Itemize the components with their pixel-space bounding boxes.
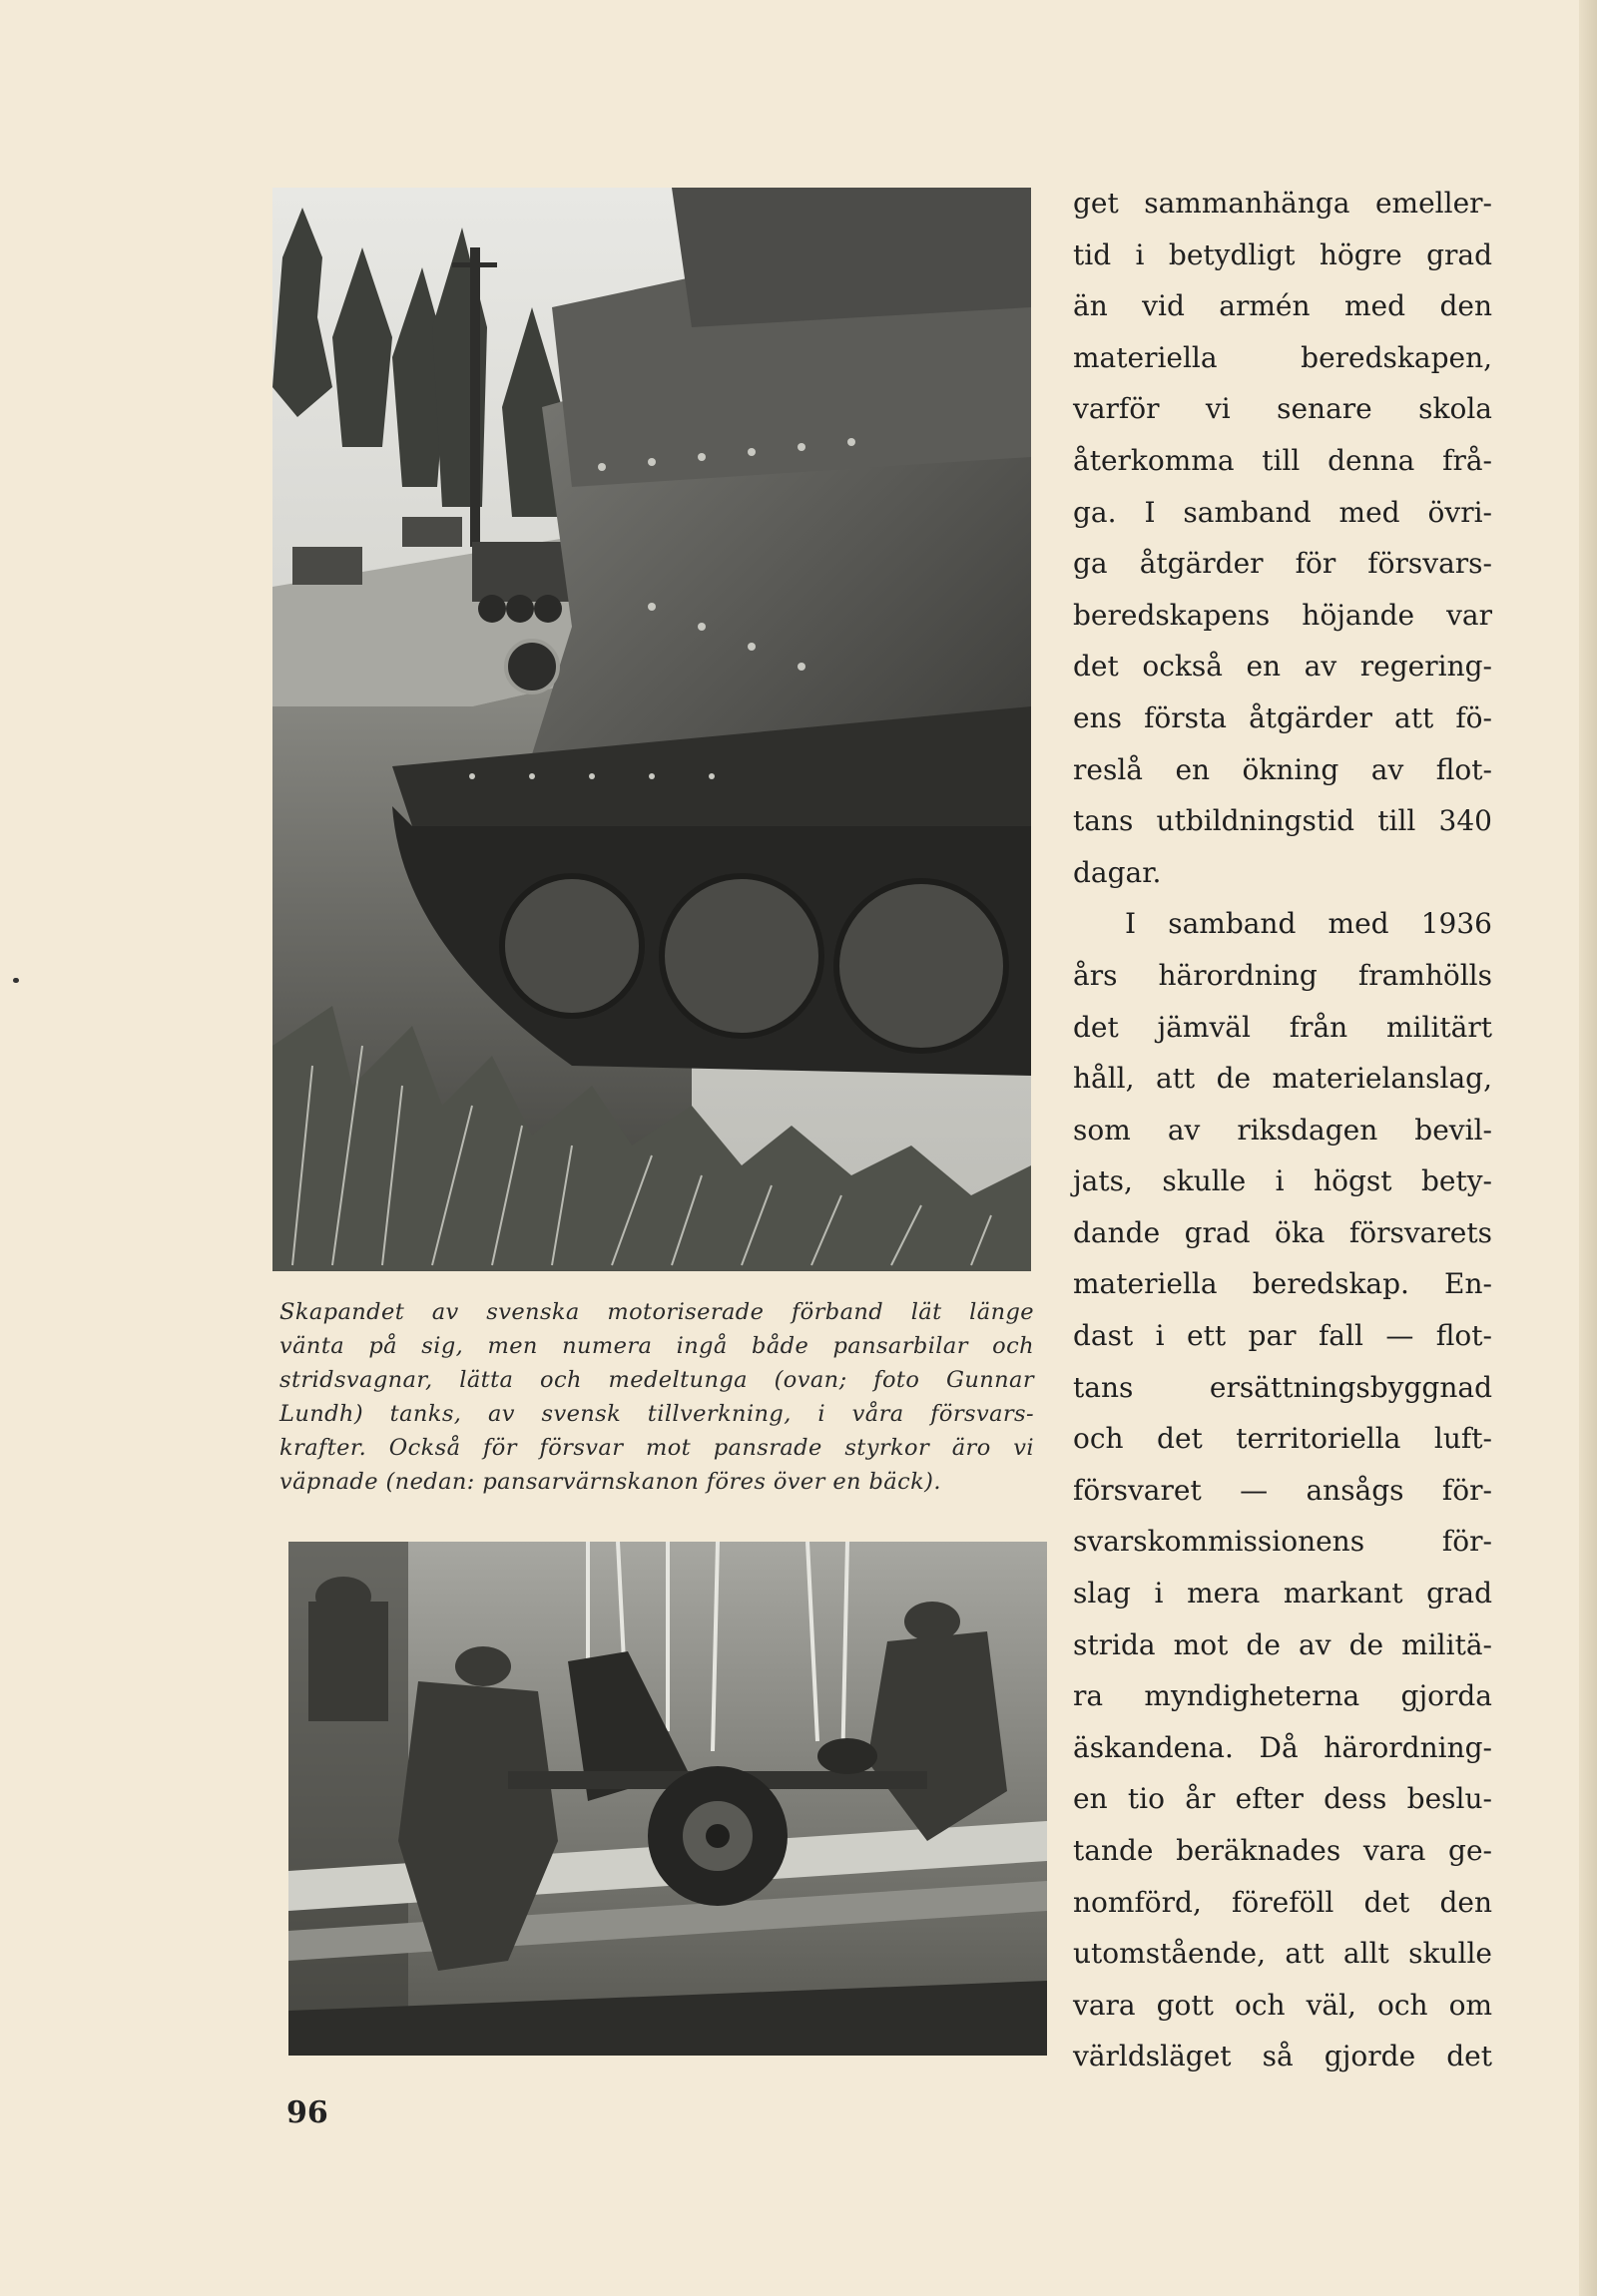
caption-line: vänta på sig, men numera ingå både pansarbilar och <box>279 1333 1034 1359</box>
body-line: materiella beredskap. En- <box>1073 1267 1492 1301</box>
body-line: I samband med 1936 <box>1125 907 1492 941</box>
body-line: tid i betydligt högre grad <box>1073 237 1492 271</box>
body-line: jats, skulle i högst bety- <box>1073 1164 1492 1198</box>
caption-line: Lundh) tanks, av svensk tillverkning, i våra försvars- <box>279 1401 1034 1427</box>
body-line: nomförd, föreföll det den <box>1073 1885 1492 1919</box>
body-line: reslå en ökning av flot- <box>1073 752 1492 786</box>
body-line: utomstående, att allt skulle <box>1073 1937 1492 1971</box>
body-line: varför vi senare skola <box>1073 392 1492 426</box>
body-line: håll, att de materielanslag, <box>1073 1062 1492 1096</box>
body-line: strida mot de av de militä- <box>1073 1627 1492 1661</box>
body-line: och det territoriella luft- <box>1073 1422 1492 1456</box>
body-line: dast i ett par fall — flot- <box>1073 1319 1492 1353</box>
body-line: som av riksdagen bevil- <box>1073 1113 1492 1147</box>
body-line: tande beräknades vara ge- <box>1073 1834 1492 1867</box>
body-line: ens första åtgärder att fö- <box>1073 700 1492 734</box>
anti-tank-gun-photo-icon <box>288 1542 1047 2056</box>
body-line: ra myndigheterna gjorda <box>1073 1679 1492 1713</box>
body-line: försvaret — ansågs för- <box>1073 1473 1492 1507</box>
body-line: en tio år efter dess beslu- <box>1073 1782 1492 1816</box>
body-line: äskandena. Då härordning- <box>1073 1730 1492 1764</box>
caption-line: krafter. Också för försvar mot pansrade styrkor äro vi <box>279 1435 1034 1461</box>
body-line: ga åtgärder för försvars- <box>1073 547 1492 581</box>
body-line: get sammanhänga emeller- <box>1073 187 1492 220</box>
body-line: det jämväl från militärt <box>1073 1010 1492 1044</box>
anti-tank-gun-photo <box>288 1542 1047 2056</box>
photo-caption <box>279 1295 1034 1499</box>
body-line: återkomma till denna frå- <box>1073 443 1492 477</box>
body-line: materiella beredskapen, <box>1073 340 1492 374</box>
body-line: svarskommissionens för- <box>1073 1525 1492 1559</box>
body-line: vara gott och väl, och om <box>1073 1988 1492 2022</box>
body-line: än vid armén med den <box>1073 289 1492 323</box>
caption-line: Skapandet av svenska motoriserade förband lät länge <box>279 1299 1034 1325</box>
page-number: 96 <box>286 2095 328 2130</box>
body-line: dagar. <box>1073 855 1162 889</box>
body-line: världsläget så gjorde det <box>1073 2040 1492 2073</box>
body-line: det också en av regering- <box>1073 650 1492 684</box>
body-line: beredskapens höjande var <box>1073 598 1492 632</box>
body-line: tans ersättningsbyggnad <box>1073 1370 1492 1404</box>
body-line: tans utbildningstid till 340 <box>1073 804 1492 838</box>
body-line: slag i mera markant grad <box>1073 1577 1492 1610</box>
body-line: dande grad öka försvarets <box>1073 1215 1492 1249</box>
caption-line: väpnade (nedan: pansarvärnskanon föres över en bäck). <box>279 1469 941 1495</box>
page-edge <box>1579 0 1597 2296</box>
speck <box>13 978 19 983</box>
body-line: års härordning framhölls <box>1073 958 1492 992</box>
body-line: ga. I samband med övri- <box>1073 495 1492 529</box>
tank-photo-icon <box>272 188 1031 1271</box>
tank-photo <box>272 188 1031 1271</box>
caption-line: stridsvagnar, lätta och medeltunga (ovan; foto Gunnar <box>279 1367 1034 1393</box>
body-text-column <box>1073 178 1492 2082</box>
